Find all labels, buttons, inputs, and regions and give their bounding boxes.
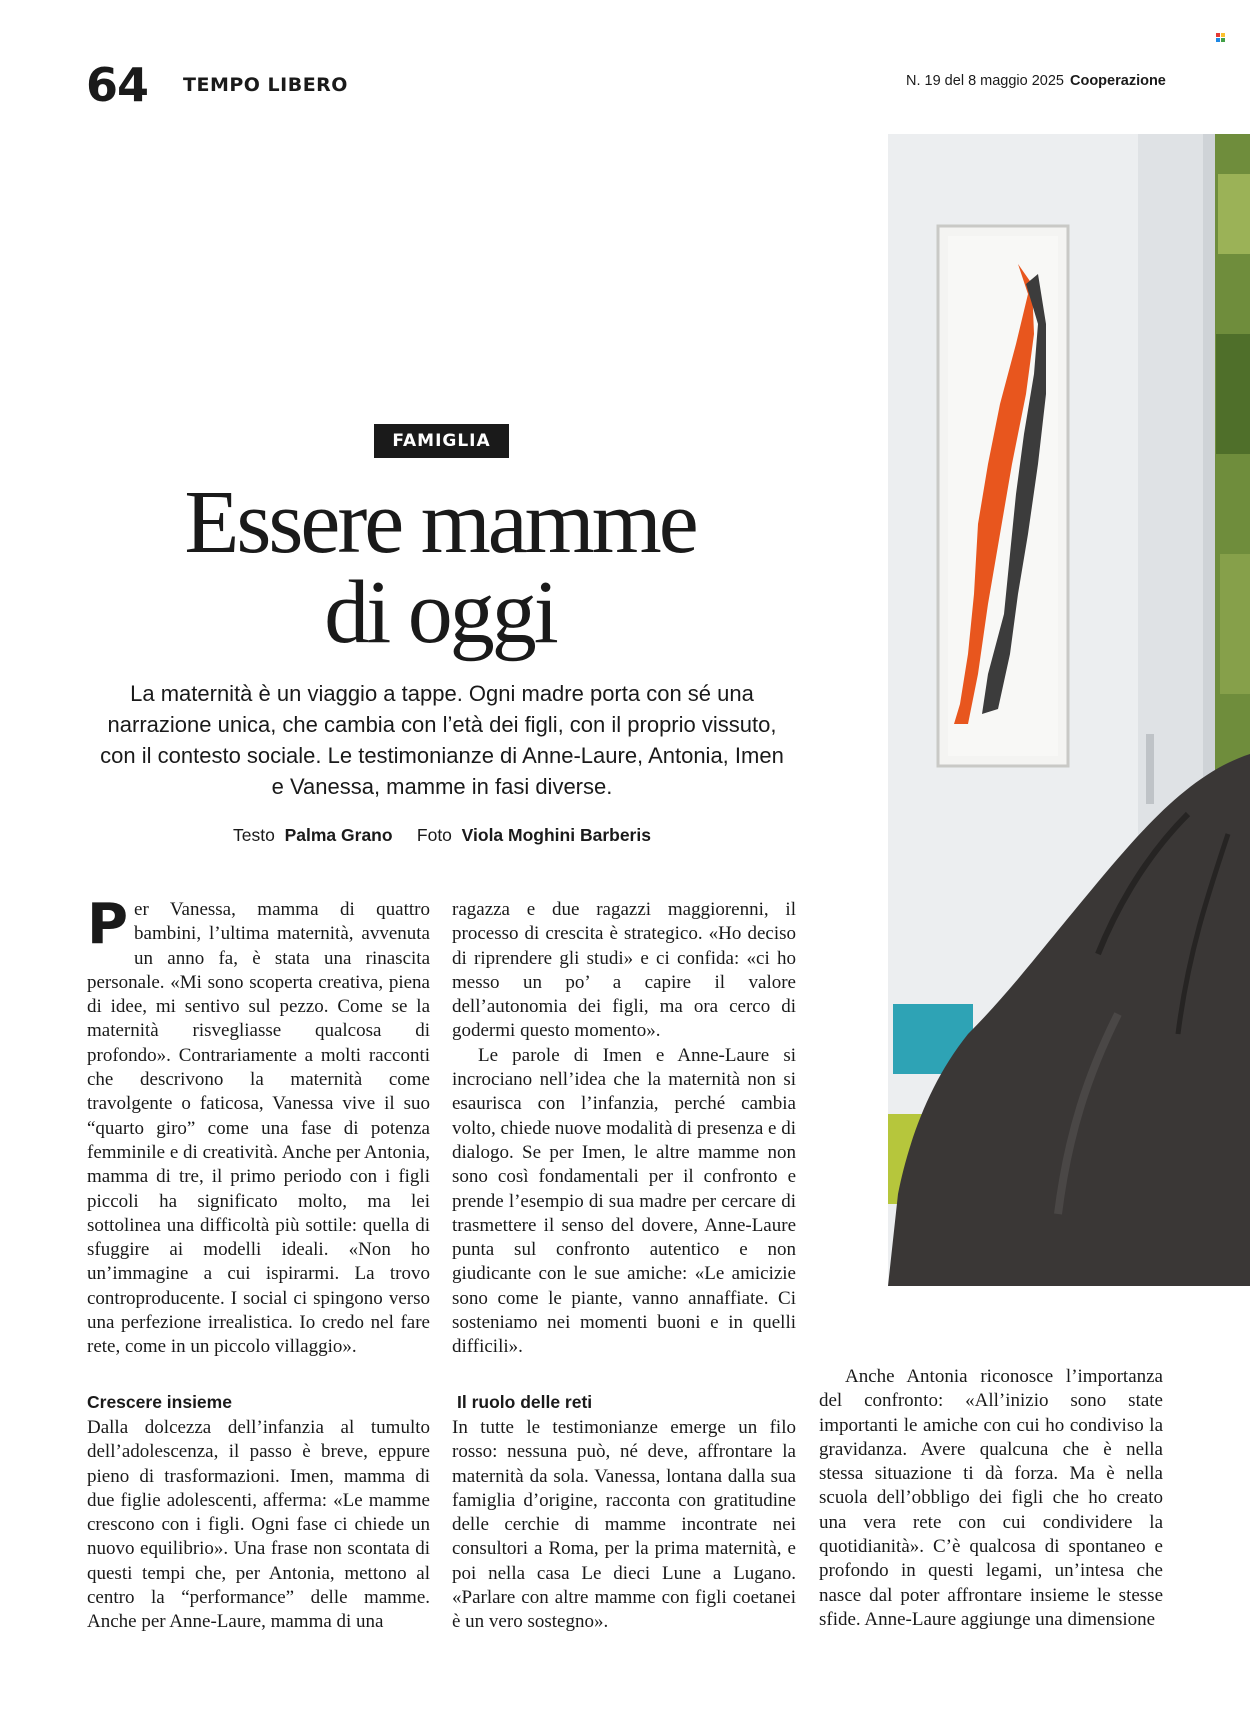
article-credits — [92, 825, 792, 846]
body-paragraph — [87, 892, 430, 1360]
body-column-1 — [87, 892, 430, 1360]
photo-credit-author: Viola Moghini Barberis — [461, 825, 651, 845]
page-number: 64 — [86, 58, 149, 112]
text-credit-author: Palma Grano — [284, 825, 393, 845]
magazine-brand: Cooperazione — [1070, 73, 1166, 89]
subhead-crescere-insieme: Crescere insieme — [87, 1392, 232, 1412]
dropcap: P — [87, 892, 129, 957]
article-standfirst: La maternità è un viaggio a tappe. Ogni madre porta con sé una narrazione unica, che cambia con l’età dei figli, con il proprio vissuto, con il contesto sociale. Le testimonianze di Anne-Laure, Antonia, Imen e Vanessa, mamme in fasi diverse. — [100, 681, 784, 799]
body-paragraph: In tutte le testimonianze emerge un filo rosso: nessuna può, né deve, affrontare la maternità da sola. Vanessa, lontana dalla sua famiglia d’origine, racconta con gratitudine delle cerchie di mamme incontrate nei consultori a Roma, per la prima maternità, e poi nella casa Le dieci Lune a Lugano. «Parlare con altre mamme con figli coetanei è un vero sostegno». — [452, 1417, 796, 1633]
section-title: TEMPO LIBERO — [183, 74, 348, 96]
body-column-2-lower — [452, 1416, 796, 1635]
text-credit-label: Testo — [233, 825, 275, 845]
headline-line-1: Essere mamme — [184, 473, 696, 572]
category-kicker: FAMIGLIA — [374, 424, 509, 458]
body-column-2 — [452, 898, 796, 1360]
article-headline — [90, 473, 790, 662]
article-photo — [888, 134, 1250, 1286]
photo-credit-label: Foto — [416, 825, 452, 845]
body-paragraph: Le parole di Imen e Anne-Laure si incrociano nell’idea che la maternità non si esaurisca con l’infanzia, perché cambia volto, chiede nuove modalità di presenza e di dialogo. Se per Imen, le altre mamme non sono così fondamentali per il confronto e prende l’esempio di sua madre per cercare di trasmettere il senso del dovere, Anne-Laure punta sul confronto autentico e non giudicante con le sue amiche: «Le amicizie sono come le piante, vanno annaffiate. Ci sosteniamo nei momenti buoni e in quelli difficili». — [452, 1044, 796, 1358]
body-column-3 — [819, 1365, 1163, 1632]
body-column-1-lower — [87, 1416, 430, 1635]
color-registration-mark-icon — [1216, 33, 1226, 43]
body-paragraph: ragazza e due ragazzi maggiorenni, il processo di crescita è strategico. «Ho deciso di riprendere gli studi» e ci confida: «ci ho messo un po’ a capire il valore dell’autonomia dei figli, ma ora cerco di godermi questo momento». — [452, 899, 796, 1042]
headline-line-2: di oggi — [324, 563, 556, 662]
body-paragraph: Anche Antonia riconosce l’importanza del confronto: «All’inizio sono state importanti le amiche con cui ho condiviso la gravidanza. Avere qualcuna che è nella stessa situazione ti dà forza. Ma è nella scuola dell’obbligo dei figli che ho creato una vera rete con cui condividere la quotidianità». C’è qualcosa di spontaneo e profondo in questi legami, un’intesa che nasce dal poter affrontare insieme le stesse sfide. Anne-Laure aggiunge una dimensione — [819, 1366, 1163, 1630]
issue-info: N. 19 del 8 maggio 2025 — [906, 73, 1064, 89]
subhead-ruolo-delle-reti: Il ruolo delle reti — [457, 1392, 593, 1412]
body-paragraph: Dalla dolcezza dell’infanzia al tumulto dell’adolescenza, il passo è breve, eppure pieno di trasformazioni. Imen, mamma di due figlie adolescenti, afferma: «Le mamme crescono con i figli. Ogni fase ci chiede un nuovo equilibrio». Una frase non scontata di questi tempi che, per Antonia, mettono al centro la “performance” delle mamme. Anche per Anne-Laure, mamma di una — [87, 1417, 430, 1633]
paragraph-text: er Vanessa, mamma di quattro bambini, l’ultima maternità, avvenuta un anno fa, è stata una rinascita personale. «Mi sono scoperta creativa, piena di idee, mi sentivo sul pezzo. Come se la maternità risvegliasse qualcosa di profondo». Contrariamente a molti racconti che descrivono la maternità come travolgente o faticosa, Vanessa vive il suo “quarto giro” come una fase di potenza femminile e di creatività. Anche per Antonia, mamma di tre, il primo periodo con i figli piccoli ha significato molto, ma lei sottolinea una difficoltà più sottile: quella di sfuggire ai modelli ideali. «Non ho un’immagine a cui ispirarmi. La trovo controproducente. I social ci spingono verso una perfezione irrealistica. Io credo nel fare rete, come in un piccolo villaggio». — [87, 899, 430, 1358]
